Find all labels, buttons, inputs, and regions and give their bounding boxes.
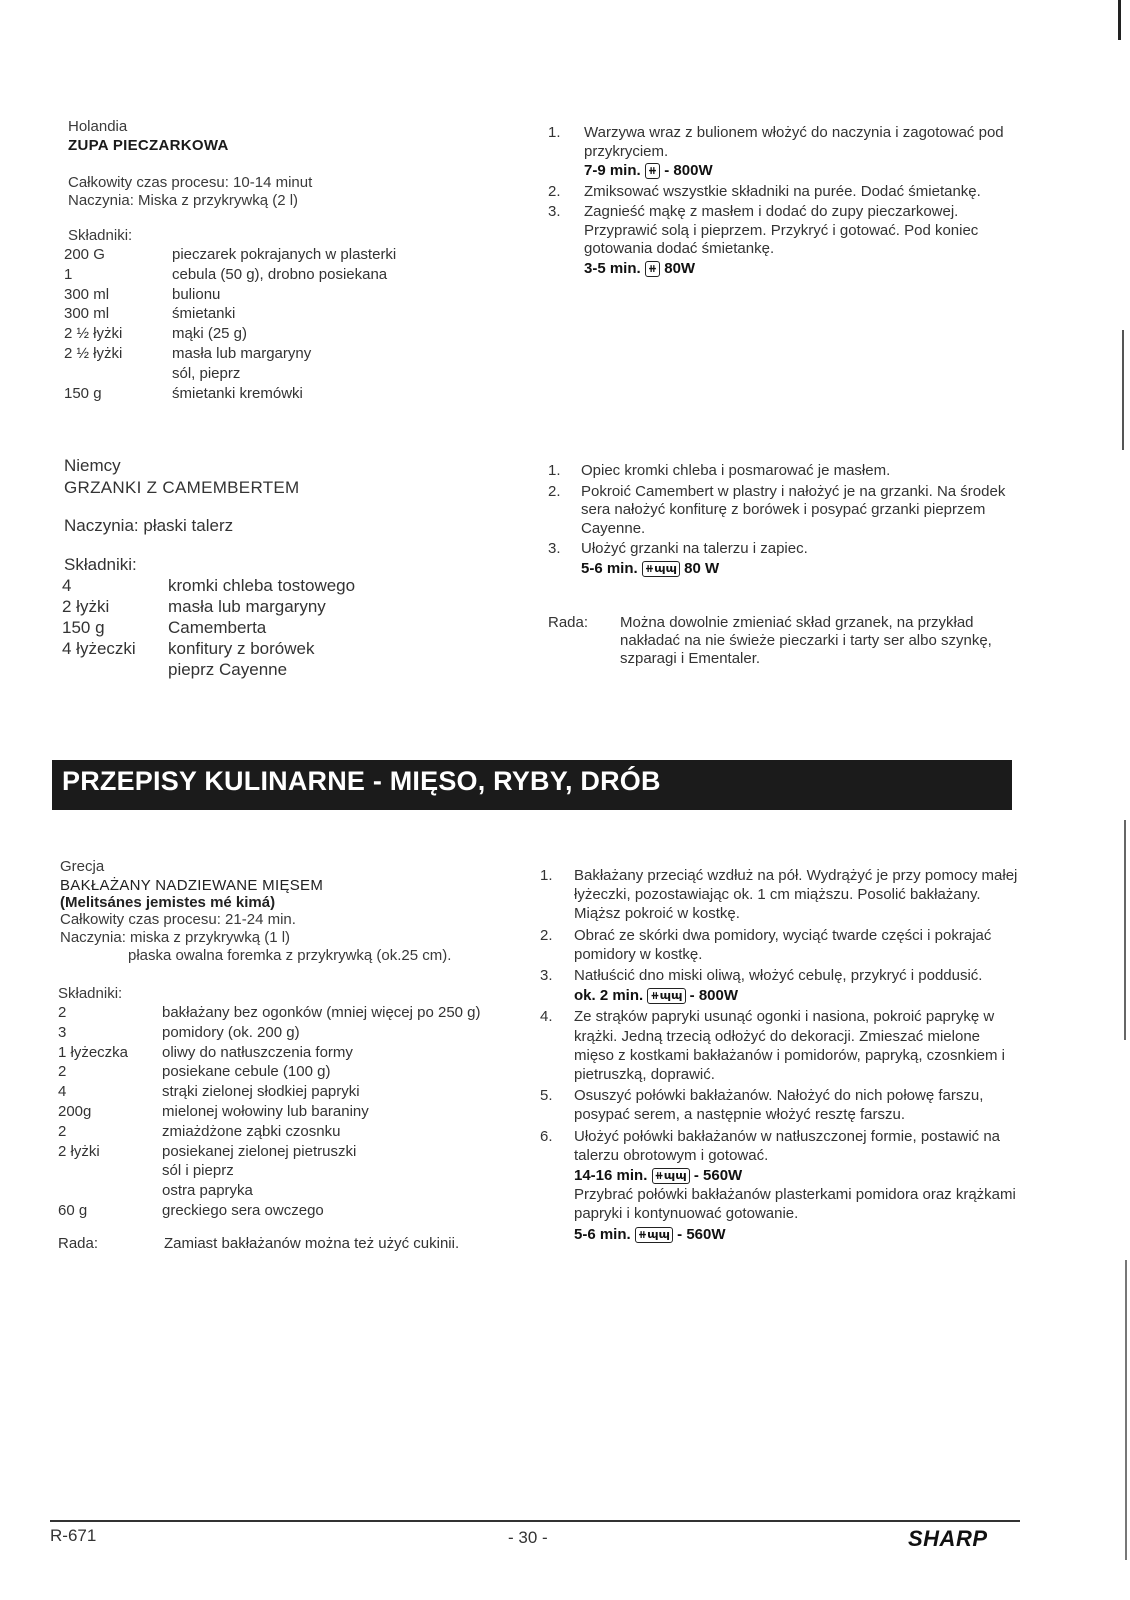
step-body [581,483,1018,539]
step-body [581,462,1018,481]
ingredient-name: strąki zielonej słodkiej papryki [162,1083,360,1101]
step-text: Ze strąków papryki usunąć ogonki i nasiona, pokroić paprykę w krążki. Jedną trzecią odłożyć do dekoracji. Zmieszać mielone mięso z kostkami bakłażanów i pomidorów, papryką, czosnkiem i pietruszką, doprawić. [574,1008,1006,1084]
microwave-grill-icon: ⧺ɰɰ [647,988,685,1004]
ingredient-row [62,659,484,680]
recipe-step [548,462,1018,481]
microwave-icon: ⧺ [645,261,660,277]
ingredient-name: mielonej wołowiny lub baraniny [162,1102,369,1120]
ingredient-qty [58,1161,162,1181]
step-body [584,203,1018,278]
ingredient-qty: 200g [58,1102,92,1120]
ingredient-qty: 2 [58,1063,67,1081]
recipe-country: Niemcy [64,456,121,475]
ingredient-name: sól i pieprz [162,1162,234,1180]
power-level: - 800W [689,987,739,1005]
ingredient-name: posiekane cebule (100 g) [162,1063,331,1081]
power-level: - 800W [664,162,713,179]
ingredient-qty: 4 [58,1083,67,1101]
ingredient-row [64,344,488,364]
ingredient-qty: 60 g [58,1201,88,1219]
step-number: 3. [548,203,561,220]
footer-brand-logo: SHARP [908,1526,988,1551]
ingredient-qty: 2 ½ łyżki [64,344,123,362]
meta-dish-2: płaska owalna foremka z przykrywką (ok.25 cm). [128,947,452,964]
recipe-3-tip [58,1235,538,1252]
step-text: Osuszyć połówki bakłażanów. Nałożyć do nich połowę farszu, posypać serem, a następnie włożyć resztę farszu. [574,1087,984,1124]
microwave-grill-icon: ⧺ɰɰ [652,1168,690,1184]
recipe-step [540,1086,1020,1124]
recipe-title: BAKŁAŻANY NADZIEWANE MIĘSEM [60,877,324,894]
meta-dish: Naczynia: Miska z przykrywką (2 l) [68,192,299,209]
step-body [574,866,1020,924]
recipe-step [540,1007,1020,1084]
ingredient-name: bakłażany bez ogonków (mniej więcej po 250 g) [162,1004,481,1021]
ingredient-row [62,638,484,659]
step-body [574,966,1020,1005]
power-level: - 560W [693,1167,743,1185]
section-banner [52,760,1012,810]
recipe-meta [68,174,488,210]
step-body [584,183,1018,202]
power-level: 80W [664,259,696,277]
ingredient-name: posiekanej zielonej pietruszki [162,1142,357,1160]
recipe-3-steps [540,866,1020,1246]
ingredient-row [58,1062,538,1082]
step-number: 1. [548,124,561,141]
ingredient-name: bulionu [172,285,221,303]
power-level: 80 W [684,559,720,577]
step-body [581,540,1018,578]
ingredient-row [64,265,488,285]
cook-time: 5-6 min. [574,1225,631,1243]
ingredient-row [58,1023,538,1043]
power-setting [584,162,1018,181]
ingredient-row [58,1102,538,1122]
ingredient-row [64,384,488,404]
tip-text: Zamiast bakłażanów można też użyć cukinii. [164,1234,460,1252]
microwave-grill-icon: ⧺ɰɰ [635,1227,673,1243]
ingredient-name: cebula (50 g), drobno posiekana [172,265,388,283]
recipe-step [540,966,1020,1005]
ingredient-qty [64,364,172,384]
cook-time: 14-16 min. [574,1167,648,1185]
meta-total-time: Całkowity czas procesu: 21-24 min. [60,911,296,928]
power-setting [574,1166,1020,1185]
ingredient-qty: 4 [62,576,72,595]
ingredient-qty: 2 łyżki [62,597,110,616]
step-text: Bakłażany przeciąć wzdłuż na pół. Wydrążyć je przy pomocy małej łyżeczki, pozostawiając ok. 1 cm miąższu. Posolić bakłażany. Miąższ pokroić w kostkę. [574,867,1018,923]
ingredients-label: Składniki: [58,985,123,1002]
recipe-2-info [64,456,484,680]
ingredient-qty [58,1181,162,1201]
step-number: 3. [548,540,561,557]
ingredient-row [58,1122,538,1142]
cook-time: 7-9 min. [584,162,641,179]
recipe-country: Grecja [60,858,105,875]
step-number: 4. [540,1008,553,1026]
cook-time: 5-6 min. [581,559,638,577]
meta-total-time: Całkowity czas procesu: 10-14 minut [68,174,313,191]
step-body [574,1127,1020,1244]
ingredient-name: masła lub margaryny [168,597,326,616]
power-level: - 560W [677,1225,726,1243]
ingredients-label: Składniki: [64,555,137,574]
recipe-2-steps [548,462,1018,580]
ingredient-name: masła lub margaryny [172,344,312,362]
step-text: Ułożyć grzanki na talerzu i zapiec. [581,540,808,557]
ingredient-qty: 4 łyżeczki [62,639,136,658]
ingredient-qty: 3 [58,1023,67,1041]
recipe-meta [60,911,538,965]
ingredient-name: oliwy do natłuszczenia formy [162,1043,353,1061]
recipe-1-info [64,118,488,403]
ingredient-row [64,364,488,384]
footer-page-number: - 30 - [508,1528,548,1547]
ingredient-name: pieczarek pokrajanych w plasterki [172,246,397,263]
ingredient-qty: 2 łyżki [58,1142,100,1160]
tip-text: Można dowolnie zmieniać skład grzanek, na przykład nakładać na nie świeże pieczarki i tarty ser albo szynkę, szparagi i Ementaler. [620,614,992,667]
ingredient-row [64,245,488,265]
step-number: 2. [548,182,561,200]
step-body [574,1086,1020,1124]
step-text: Zagnieść mąkę z masłem i dodać do zupy pieczarkowej. Przyprawić solą i pieprzem. Przykryć i gotować. Pod koniec gotowania dodać śmietankę. [584,203,979,257]
ingredient-row [64,285,488,305]
ingredient-qty: 1 łyżeczka [58,1043,129,1061]
section-banner-title: PRZEPISY KULINARNE - MIĘSO, RYBY, DRÓB [62,766,661,796]
ingredient-row [64,324,488,344]
recipe-step [548,124,1018,181]
step-number: 3. [540,967,553,985]
power-setting [574,986,1020,1005]
ingredient-row [58,1043,538,1063]
ingredient-qty: 150 g [64,384,102,402]
recipe-country: Holandia [68,118,128,135]
ingredient-qty: 200 G [64,246,105,263]
ingredient-qty [62,659,168,680]
ingredient-row [62,617,484,638]
tip-label: Rada: [58,1234,99,1252]
ingredient-name: zmiażdżone ząbki czosnku [162,1122,341,1140]
power-setting [574,1225,1020,1244]
ingredients-list [64,245,488,403]
step-body [574,926,1020,964]
step-number: 1. [548,462,561,479]
step-text: Warzywa wraz z bulionem włożyć do naczynia i zagotować pod przykryciem. [584,124,1004,160]
recipe-title: GRZANKI Z CAMEMBERTEM [64,478,300,497]
ingredients-list [58,1003,538,1221]
step-number: 5. [540,1087,553,1105]
ingredient-row [62,596,484,617]
recipe-1-steps [548,124,1018,280]
ingredient-row [58,1161,538,1181]
step-body [584,124,1018,181]
step-text: Obrać ze skórki dwa pomidory, wyciąć twarde części i pokrajać pomidory w kostkę. [574,926,992,963]
step-number: 6. [540,1127,553,1145]
recipe-title: ZUPA PIECZARKOWA [68,137,229,154]
cook-time: ok. 2 min. [574,987,644,1005]
ingredient-row [58,1201,538,1221]
ingredient-row [58,1003,538,1023]
recipe-step [540,866,1020,924]
ingredient-name: greckiego sera owczego [162,1201,324,1219]
footer-model: R-671 [50,1526,97,1545]
ingredient-name: kromki chleba tostowego [168,576,356,595]
ingredient-row [58,1082,538,1102]
recipe-subtitle: (Melitsánes jemistes mé kimá) [60,894,276,911]
step-text: Pokroić Camembert w plastry i nałożyć je na grzanki. Na środek sera nałożyć konfiturę z borówek i posypać grzanki pieprzem Cayenne. [581,482,1006,537]
power-setting [581,560,1018,579]
meta-dish: Naczynia: płaski talerz [64,516,234,535]
ingredients-list [62,575,484,680]
scan-edge-decoration [1100,0,1130,1600]
ingredient-name: Camemberta [168,618,267,637]
ingredient-name: pomidory (ok. 200 g) [162,1023,300,1041]
recipe-step [540,1127,1020,1244]
recipe-step [540,926,1020,964]
ingredient-name: śmietanki [172,305,236,323]
step-text: Ułożyć połówki bakłażanów w natłuszczonej formie, postawić na talerzu obrotowym i gotować. [574,1127,1001,1164]
recipe-step [548,483,1018,539]
ingredient-row [58,1142,538,1162]
ingredient-qty: 300 ml [64,305,110,323]
power-setting [584,260,1018,279]
step-extra-text: Przybrać połówki bakłażanów plasterkami pomidora oraz krążkami papryki i kontynuować gotowanie. [574,1186,1016,1223]
ingredient-qty: 300 ml [64,285,110,303]
step-text: Opiec kromki chleba i posmarować je masłem. [581,462,891,479]
ingredient-qty: 150 g [62,618,105,637]
step-number: 2. [540,926,553,944]
ingredient-row [62,575,484,596]
ingredient-name: pieprz Cayenne [168,660,288,679]
microwave-grill-icon: ⧺ɰɰ [642,561,680,577]
ingredient-name: mąki (25 g) [172,325,248,343]
step-number: 2. [548,482,561,500]
recipe-step [548,540,1018,578]
recipe-3-info [58,858,538,1252]
ingredient-qty: 2 [58,1122,67,1140]
cook-time: 3-5 min. [584,259,641,277]
step-body [574,1007,1020,1084]
step-text: Natłuścić dno miski oliwą, włożyć cebulę, przykryć i poddusić. [574,967,983,985]
ingredient-row [58,1181,538,1201]
microwave-icon: ⧺ [645,163,660,179]
ingredient-row [64,304,488,324]
recipe-2-tip [548,614,1018,668]
footer-divider [50,1520,1020,1522]
ingredient-name: konfitury z borówek [168,639,315,658]
recipe-step [548,183,1018,202]
ingredient-name: ostra papryka [162,1182,253,1200]
ingredient-qty: 1 [64,265,73,283]
meta-dish: Naczynia: miska z przykrywką (1 l) [60,929,291,946]
step-text: Zmiksować wszystkie składniki na purée. Dodać śmietankę. [584,182,981,200]
ingredient-name: śmietanki kremówki [172,384,303,402]
recipe-step [548,203,1018,278]
tip-label: Rada: [548,614,589,631]
step-number: 1. [540,867,553,884]
ingredient-name: sól, pieprz [172,364,241,382]
ingredients-label: Składniki: [68,227,133,244]
ingredient-qty: 2 ½ łyżki [64,325,123,343]
ingredient-qty: 2 [58,1004,67,1021]
